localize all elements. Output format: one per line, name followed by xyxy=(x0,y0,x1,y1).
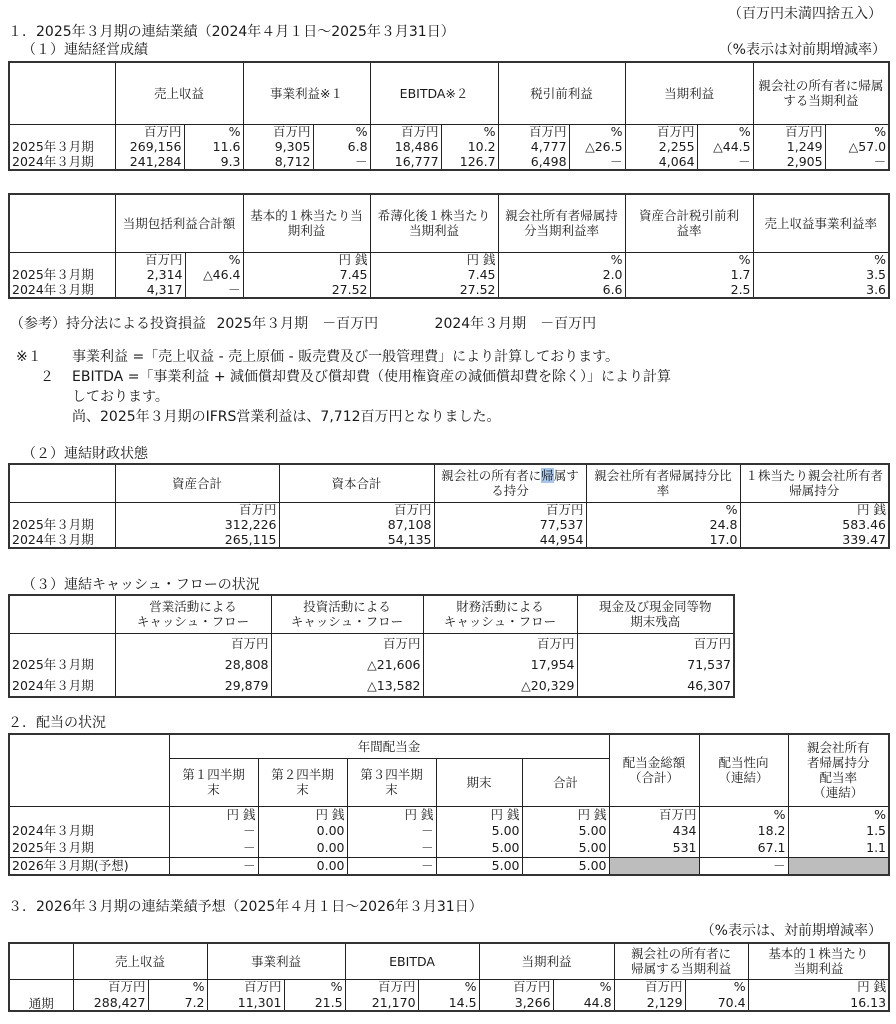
col-revenue: 売上収益 xyxy=(115,62,243,124)
col-doe xyxy=(788,734,889,806)
cell: 126.7 xyxy=(441,154,498,170)
cell: 583.46 xyxy=(740,517,889,532)
cell: 265,115 xyxy=(115,532,279,548)
cell: 4,064 xyxy=(625,154,697,170)
unit: 円 銭 xyxy=(169,806,258,822)
cell: 1.7 xyxy=(625,267,753,282)
cell: 288,427 xyxy=(73,994,148,1011)
table-row xyxy=(9,994,889,1011)
col-comprehensive-income: 当期包括利益合計額 xyxy=(115,194,243,252)
header-line: 基本的１株当たり xyxy=(768,946,869,962)
col-total-dividend xyxy=(609,734,699,806)
header-line: 配当性向 xyxy=(718,755,769,771)
selected-text-highlight[interactable]: 帰 xyxy=(541,468,554,484)
unit: 百万円 xyxy=(625,124,697,139)
table-row xyxy=(9,282,889,298)
col-cash-end xyxy=(577,595,734,633)
unit: 百万円 xyxy=(115,124,184,139)
unit: % xyxy=(569,124,625,139)
cell: － xyxy=(169,857,258,875)
cell: 27.52 xyxy=(370,282,498,298)
cell: － xyxy=(169,839,258,857)
forecast-table xyxy=(8,942,890,1012)
unit: 百万円 xyxy=(370,124,441,139)
header-line: 親会社の所有者に xyxy=(631,946,732,962)
corner-cell xyxy=(9,194,115,252)
unit: % xyxy=(697,124,753,139)
footnote-1-mark: ※１ xyxy=(16,349,42,365)
cell: 7.2 xyxy=(148,994,207,1011)
unit: 円 銭 xyxy=(522,806,609,822)
unit: 百万円 xyxy=(279,502,434,517)
header-line: 第３四半期 xyxy=(360,767,423,782)
unit: % xyxy=(284,979,345,994)
cell: △13,582 xyxy=(271,675,423,697)
cell: 11.6 xyxy=(184,139,243,154)
unit: 百万円 xyxy=(479,979,553,994)
cell: 5.00 xyxy=(436,857,522,875)
equity-method-reference xyxy=(10,316,596,332)
corner-cell xyxy=(9,734,169,806)
cell: 11,301 xyxy=(207,994,284,1011)
col-operating-cf xyxy=(115,595,271,633)
unit: % xyxy=(313,124,370,139)
col-ebitda: EBITDA※２ xyxy=(370,62,498,124)
header-line: キャッシュ・フロー xyxy=(290,614,404,630)
footnote-1-text: 事業利益 =「売上収益 - 売上原価 - 販売費及び一般管理費」により計算しております。 xyxy=(72,349,619,365)
cell: 17,954 xyxy=(423,653,577,675)
cell: 16,777 xyxy=(370,154,441,170)
row-label: 2024年３月期 xyxy=(9,675,115,697)
col-basic-eps xyxy=(748,943,889,979)
sub3-title: （３）連結キャッシュ・フローの状況 xyxy=(22,577,260,593)
cell: 44,954 xyxy=(434,532,586,548)
row-label: 2026年３月期(予想) xyxy=(9,857,169,875)
cell: △21,606 xyxy=(271,653,423,675)
cell: 70.4 xyxy=(685,994,748,1011)
header-line: （合計） xyxy=(629,770,680,786)
header-line: 末 xyxy=(385,782,398,797)
cell: － xyxy=(313,154,370,170)
cell: 21.5 xyxy=(284,994,345,1011)
row-label: 2025年３月期 xyxy=(9,653,115,675)
cell: 5.00 xyxy=(436,839,522,857)
cell: － xyxy=(825,154,889,170)
header-line: 配当率 xyxy=(819,770,858,786)
results-table-a xyxy=(8,61,890,171)
col-financing-cf xyxy=(423,595,577,633)
table-row xyxy=(9,839,889,857)
cell: 7.45 xyxy=(370,267,498,282)
sub2-title: （２）連結財政状態 xyxy=(22,446,148,462)
cell: － xyxy=(699,857,788,875)
header-line: キャッシュ・フロー xyxy=(443,614,557,630)
cell: － xyxy=(169,822,258,839)
cell: 5.00 xyxy=(436,822,522,839)
row-label: 通期 xyxy=(9,994,73,1011)
unit: 百万円 xyxy=(115,633,271,653)
cell: 16.13 xyxy=(748,994,889,1011)
col-bps: １株当たり親会社所有者帰属持分 xyxy=(740,464,889,502)
footnote-2-line1: EBITDA =「事業利益 + 減価償却費及び償却費（使用権資産の減価償却費を除く）」により計算 xyxy=(72,369,672,385)
cell: 5.00 xyxy=(522,839,609,857)
units-row xyxy=(9,502,889,517)
cell: 241,284 xyxy=(115,154,184,170)
cell: 5.00 xyxy=(522,822,609,839)
table-row-forecast xyxy=(9,857,889,875)
cell: － xyxy=(697,154,753,170)
unit: 円 銭 xyxy=(740,502,889,517)
col-total-assets: 資産合計 xyxy=(115,464,279,502)
unit: 百万円 xyxy=(577,633,734,653)
col-q2 xyxy=(258,758,347,806)
cell: 7.45 xyxy=(243,267,370,282)
header-line: 投資活動による xyxy=(303,599,391,615)
cell: 6.8 xyxy=(313,139,370,154)
header-line: 期末残高 xyxy=(630,614,681,630)
row-label: 2025年３月期 xyxy=(9,139,115,154)
col-roe: 親会社所有者帰属持分当期利益率 xyxy=(498,194,625,252)
units-row xyxy=(9,124,889,139)
header-line: 第１四半期 xyxy=(182,767,245,782)
gray-cell xyxy=(788,857,889,875)
corner-cell xyxy=(9,464,115,502)
header-line: 親会社所有 xyxy=(807,740,870,756)
cell: － xyxy=(347,839,436,857)
header-line: （連結） xyxy=(718,770,769,786)
unit: 百万円 xyxy=(423,633,577,653)
cell: 71,537 xyxy=(577,653,734,675)
row-label: 2025年３月期 xyxy=(9,839,169,857)
cell: 1.1 xyxy=(788,839,889,857)
unit: 円 銭 xyxy=(347,806,436,822)
header-line: （連結） xyxy=(813,785,864,801)
cell: 1.5 xyxy=(788,822,889,839)
unit: 百万円 xyxy=(115,502,279,517)
header-line: 帰属する当期利益 xyxy=(631,961,732,977)
col-q3 xyxy=(347,758,436,806)
reference-fy2024: 2024年３月期 －百万円 xyxy=(434,316,597,332)
cell: 2,255 xyxy=(625,139,697,154)
cell: △44.5 xyxy=(697,139,753,154)
table-row xyxy=(9,532,889,548)
cell: 6.6 xyxy=(498,282,625,298)
units-row xyxy=(9,806,889,822)
cell: 269,156 xyxy=(115,139,184,154)
unit: 円 銭 xyxy=(370,252,498,267)
col-diluted-eps: 希薄化後１株当たり当期利益 xyxy=(370,194,498,252)
col-business-profit: 事業利益 xyxy=(207,943,345,979)
sub1-title: （１）連結経営成績 xyxy=(22,42,148,58)
header-line: 営業活動による xyxy=(149,599,237,615)
rounding-note: （百万円未満四捨五入） xyxy=(728,6,882,22)
header-text: 属する持分 xyxy=(491,468,579,499)
cell: 17.0 xyxy=(586,532,740,548)
header-line: 第２四半期 xyxy=(271,767,334,782)
cell: △57.0 xyxy=(825,139,889,154)
table-row xyxy=(9,154,889,170)
unit: 円 銭 xyxy=(258,806,347,822)
cell: － xyxy=(347,822,436,839)
col-owner-equity xyxy=(434,464,586,502)
cell: 434 xyxy=(609,822,699,839)
unit: % xyxy=(553,979,614,994)
col-revenue: 売上収益 xyxy=(73,943,207,979)
unit: % xyxy=(685,979,748,994)
table-row xyxy=(9,653,734,675)
cell: 3.6 xyxy=(753,282,889,298)
unit: % xyxy=(418,979,479,994)
row-label: 2024年３月期 xyxy=(9,282,115,298)
table-row xyxy=(9,139,889,154)
cell: 9.3 xyxy=(184,154,243,170)
cell: 77,537 xyxy=(434,517,586,532)
unit: 百万円 xyxy=(345,979,418,994)
unit: % xyxy=(825,124,889,139)
col-business-profit: 事業利益※１ xyxy=(243,62,370,124)
section2-title: ２．配当の状況 xyxy=(8,715,106,731)
section1-title: １．2025年３月期の連結業績（2024年４月１日～2025年３月31日） xyxy=(8,24,455,40)
cell: 27.52 xyxy=(243,282,370,298)
header-line: 現金及び現金同等物 xyxy=(598,599,712,615)
unit: % xyxy=(185,252,243,267)
unit: % xyxy=(184,124,243,139)
corner-cell xyxy=(9,595,115,633)
table-row xyxy=(9,675,734,697)
unit: 百万円 xyxy=(207,979,284,994)
table-row xyxy=(9,267,889,282)
col-owner-profit xyxy=(614,943,748,979)
unit: % xyxy=(586,502,740,517)
header-line: 末 xyxy=(207,782,220,797)
cell: 28,808 xyxy=(115,653,271,675)
unit: % xyxy=(753,252,889,267)
table-row xyxy=(9,822,889,839)
section3-title: ３．2026年３月期の連結業績予想（2025年４月１日～2026年３月31日） xyxy=(8,899,483,915)
footnote-2-mark: ２ xyxy=(40,369,54,385)
unit: % xyxy=(441,124,498,139)
unit: % xyxy=(699,806,788,822)
unit: % xyxy=(625,252,753,267)
unit: 百万円 xyxy=(498,124,569,139)
dividend-table xyxy=(8,733,890,876)
col-roa-pretax: 資産合計税引前利益率 xyxy=(625,194,753,252)
unit: 百万円 xyxy=(753,124,825,139)
unit: % xyxy=(788,806,889,822)
header-line: 財務活動による xyxy=(456,599,544,615)
units-row xyxy=(9,252,889,267)
cell: 0.00 xyxy=(258,822,347,839)
corner-cell xyxy=(9,943,73,979)
col-owner-equity-ratio: 親会社所有者帰属持分比率 xyxy=(586,464,740,502)
cell: △26.5 xyxy=(569,139,625,154)
unit: 百万円 xyxy=(434,502,586,517)
cell: 312,226 xyxy=(115,517,279,532)
cell: － xyxy=(347,857,436,875)
unit: % xyxy=(148,979,207,994)
row-label: 2024年３月期 xyxy=(9,532,115,548)
cell: 44.8 xyxy=(553,994,614,1011)
cell: 6,498 xyxy=(498,154,569,170)
cell: 3.5 xyxy=(753,267,889,282)
corner-cell xyxy=(9,62,115,124)
col-net-profit: 当期利益 xyxy=(625,62,753,124)
cell: 87,108 xyxy=(279,517,434,532)
unit: 百万円 xyxy=(614,979,685,994)
unit: 百万円 xyxy=(115,252,185,267)
col-pretax-profit: 税引前利益 xyxy=(498,62,625,124)
header-line: 当期利益 xyxy=(793,961,844,977)
table-row xyxy=(9,517,889,532)
cell: 531 xyxy=(609,839,699,857)
cell: － xyxy=(185,282,243,298)
cell: 54,135 xyxy=(279,532,434,548)
col-payout-ratio xyxy=(699,734,788,806)
col-investing-cf xyxy=(271,595,423,633)
cell: 3,266 xyxy=(479,994,553,1011)
cell: 4,317 xyxy=(115,282,185,298)
cell: 18.2 xyxy=(699,822,788,839)
annual-dividend-group: 年間配当金 xyxy=(169,734,609,758)
header-line: 者帰属持分 xyxy=(807,755,870,771)
cell: △46.4 xyxy=(185,267,243,282)
cell: 46,307 xyxy=(577,675,734,697)
results-table-b xyxy=(8,193,890,299)
reference-fy2025: 2025年３月期 －百万円 xyxy=(216,316,379,332)
col-total-equity: 資本合計 xyxy=(279,464,434,502)
units-row xyxy=(9,633,734,653)
col-basic-eps: 基本的１株当たり当期利益 xyxy=(243,194,370,252)
cell: 2.5 xyxy=(625,282,753,298)
col-net-profit: 当期利益 xyxy=(479,943,614,979)
cell: 1,249 xyxy=(753,139,825,154)
unit: 円 銭 xyxy=(243,252,370,267)
cell: 10.2 xyxy=(441,139,498,154)
cell: － xyxy=(569,154,625,170)
cell: 8,712 xyxy=(243,154,313,170)
footnote-2-line2: しております。 xyxy=(72,389,169,405)
col-year-end: 期末 xyxy=(436,758,522,806)
cell: 2,905 xyxy=(753,154,825,170)
row-label: 2024年３月期 xyxy=(9,154,115,170)
forecast-pct-note: （%表示は、対前期増減率） xyxy=(700,923,882,939)
cell: 29,879 xyxy=(115,675,271,697)
row-label: 2025年３月期 xyxy=(9,267,115,282)
cell: 2,314 xyxy=(115,267,185,282)
gray-cell xyxy=(609,857,699,875)
col-owner-profit: 親会社の所有者に帰属する当期利益 xyxy=(753,62,889,124)
cell: 0.00 xyxy=(258,857,347,875)
unit: 百万円 xyxy=(609,806,699,822)
cell: 2,129 xyxy=(614,994,685,1011)
unit: 円 銭 xyxy=(436,806,522,822)
row-label: 2024年３月期 xyxy=(9,822,169,839)
financial-position-table xyxy=(8,463,890,549)
unit: % xyxy=(498,252,625,267)
header-text: 親会社の所有者に xyxy=(441,468,542,484)
cell: 24.8 xyxy=(586,517,740,532)
cell: 339.47 xyxy=(740,532,889,548)
cash-flow-table xyxy=(8,594,735,698)
reference-label: （参考）持分法による投資損益 xyxy=(10,316,206,332)
cell: 18,486 xyxy=(370,139,441,154)
pct-note: （%表示は対前期増減率） xyxy=(718,42,886,58)
col-ebitda: EBITDA xyxy=(345,943,479,979)
cell: 5.00 xyxy=(522,857,609,875)
row-label: 2025年３月期 xyxy=(9,517,115,532)
unit: 百万円 xyxy=(243,124,313,139)
col-business-margin: 売上収益事業利益率 xyxy=(753,194,889,252)
cell: 9,305 xyxy=(243,139,313,154)
unit: 百万円 xyxy=(271,633,423,653)
unit: 円 銭 xyxy=(748,979,889,994)
units-row xyxy=(9,979,889,994)
cell: 2.0 xyxy=(498,267,625,282)
header-line: 末 xyxy=(296,782,309,797)
header-line: 配当金総額 xyxy=(622,755,686,771)
footnote-2-line3: 尚、2025年３月期のIFRS営業利益は、7,712百万円となりました。 xyxy=(72,409,501,425)
cell: 21,170 xyxy=(345,994,418,1011)
header-line: キャッシュ・フロー xyxy=(136,614,250,630)
cell: 67.1 xyxy=(699,839,788,857)
cell: 4,777 xyxy=(498,139,569,154)
cell: 14.5 xyxy=(418,994,479,1011)
col-total: 合計 xyxy=(522,758,609,806)
unit: 百万円 xyxy=(73,979,148,994)
cell: 0.00 xyxy=(258,839,347,857)
col-q1 xyxy=(169,758,258,806)
cell: △20,329 xyxy=(423,675,577,697)
